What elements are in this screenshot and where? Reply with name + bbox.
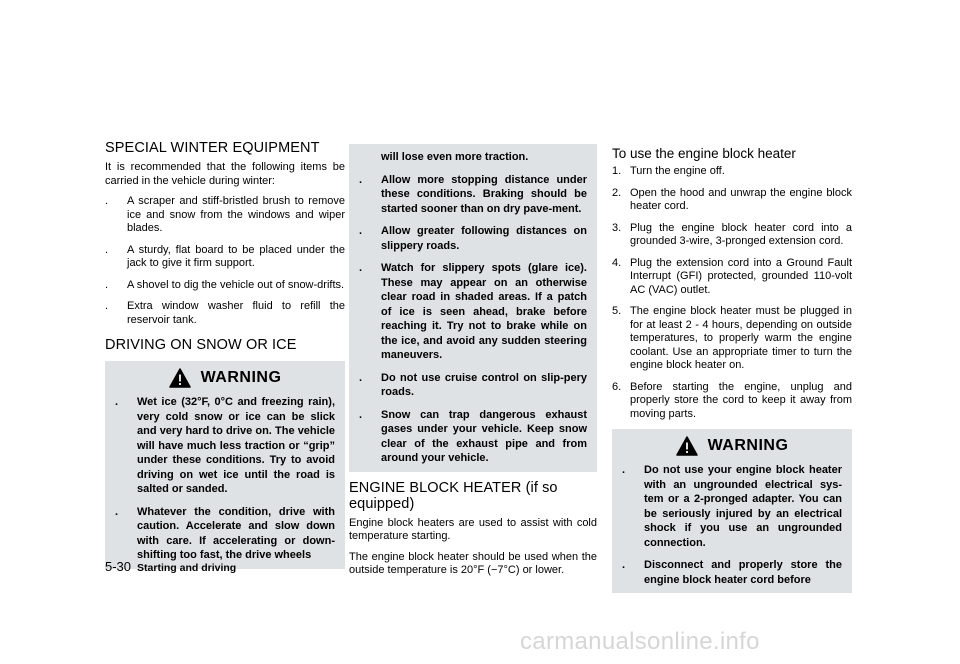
warning-header xyxy=(115,361,335,395)
page-number: 5-30 xyxy=(105,559,132,574)
list-item: . A scraper and stiff-bristled brush to remove ice and snow from the windows and wiper blades. xyxy=(105,195,345,234)
paragraph: The engine block heater should be used when the outside temperature is 20°F (−7°C) or lower. xyxy=(349,550,597,576)
step-item: 5. The engine block heater must be plugged in for at least 2 - 4 hours, depending on outside temperatures, to properly warm the engine coolant. Use an appropriate timer to turn the engine block heater on. xyxy=(612,305,852,371)
column-3 xyxy=(612,146,852,601)
warning-label: WARNING xyxy=(200,369,282,386)
step-item: 2. Open the hood and unwrap the engine block heater cord. xyxy=(612,186,852,212)
warning-triangle-icon xyxy=(676,436,698,456)
step-item: 6. Before starting the engine, unplug and properly store the cord to keep it away from moving parts. xyxy=(612,380,852,420)
warning-item: . Allow more stopping distance under these conditions. Braking should be started sooner than on dry pave-ment. xyxy=(359,173,587,215)
list-item: . A sturdy, flat board to be placed under the jack to give it firm support. xyxy=(105,243,345,269)
list-item: . A shovel to dig the vehicle out of snow-drifts. xyxy=(105,278,345,291)
subheading-use-block-heater: To use the engine block heater xyxy=(612,146,796,161)
winter-equipment-list xyxy=(105,195,345,327)
list-item: . Extra window washer fluid to refill the reservoir tank. xyxy=(105,300,345,326)
chapter-title: Starting and driving xyxy=(137,562,237,574)
warning-item: . Do not use your engine block heater with an ungrounded electrical sys-tem or a 2-pronged adapter. You can be seriously injured by an electrical shock if you use an ungrounded connection. xyxy=(622,464,842,549)
warning-box-continued xyxy=(349,144,597,472)
warning-list xyxy=(359,150,587,466)
warning-list xyxy=(115,395,335,563)
section-title-special-winter-equipment: SPECIAL WINTER EQUIPMENT xyxy=(105,140,320,156)
warning-item: . Watch for slippery spots (glare ice). These may appear on an otherwise clear road in shaded areas. If a patch of ice is seen ahead, brake before reaching it. Try not to brake while on the ice, and avoid any sudden steering maneuvers. xyxy=(359,262,587,361)
warning-box xyxy=(105,361,345,569)
page-footer xyxy=(105,559,236,574)
column-1 xyxy=(105,140,345,577)
warning-triangle-icon xyxy=(169,368,191,388)
warning-box xyxy=(612,429,852,593)
section-title-driving-on-snow: DRIVING ON SNOW OR ICE xyxy=(105,337,297,353)
section-title-engine-block-heater: ENGINE BLOCK HEATER (if so equipped) xyxy=(349,479,558,512)
column-2 xyxy=(349,144,597,585)
watermark: carmanualsonline.info xyxy=(520,628,760,655)
intro-paragraph: It is recommended that the following items be carried in the vehicle during winter: xyxy=(105,161,345,187)
warning-item: . Disconnect and properly store the engine block heater cord before xyxy=(622,559,842,586)
warning-item-continuation: will lose even more traction. xyxy=(381,151,529,163)
warning-header xyxy=(622,429,842,463)
warning-item: . Allow greater following distances on slippery roads. xyxy=(359,225,587,252)
warning-item: . Snow can trap dangerous exhaust gases under your vehicle. Keep snow clear of the exhaust pipe and from around your vehicle. xyxy=(359,408,587,464)
warning-list xyxy=(622,463,842,587)
warning-label: WARNING xyxy=(707,437,789,454)
warning-item: . Do not use cruise control on slip-pery roads. xyxy=(359,371,587,398)
step-item: 4. Plug the extension cord into a Ground Fault Interrupt (GFI) protected, grounded 110-volt AC (VAC) outlet. xyxy=(612,256,852,296)
step-item: 1. Turn the engine off. xyxy=(612,165,725,177)
steps-list xyxy=(612,165,852,421)
warning-item: . Wet ice (32°F, 0°C and freezing rain), very cold snow or ice can be slick and very hard to drive on. The vehicle will have much less traction or “grip” under these conditions. Try to avoid driving on wet ice until the road is salted or sanded. xyxy=(115,396,335,495)
paragraph: Engine block heaters are used to assist with cold temperature starting. xyxy=(349,516,597,542)
step-item: 3. Plug the engine block heater cord into a grounded 3-wire, 3-pronged extension cord. xyxy=(612,221,852,247)
warning-item: . Whatever the condition, drive with caution. Accelerate and slow down with care. If accelerating or down-shifting too fast, the drive wheels xyxy=(115,505,335,561)
